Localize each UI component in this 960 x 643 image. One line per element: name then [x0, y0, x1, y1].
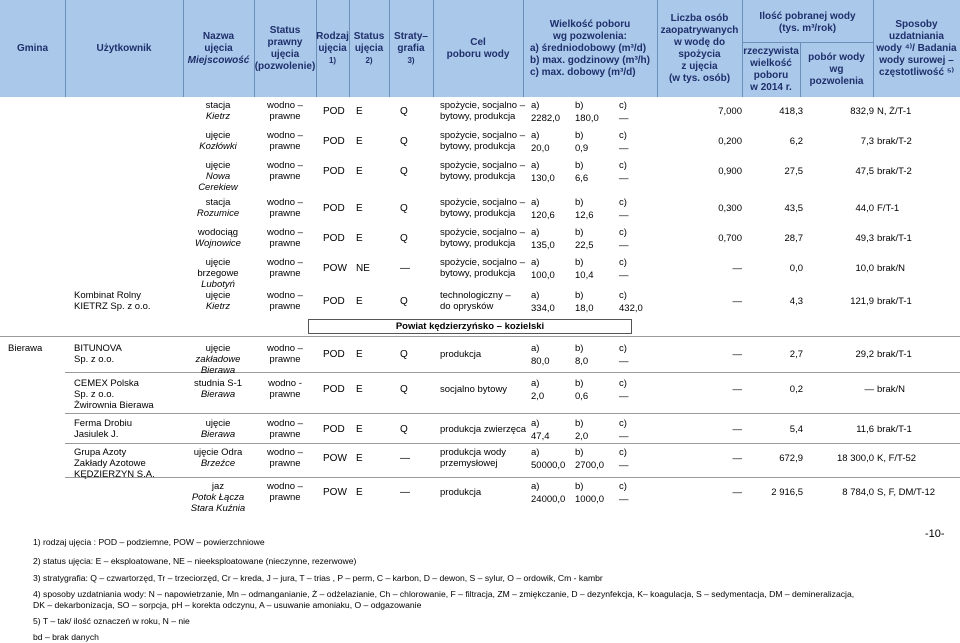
user-line: KIETRZ Sp. z o.o.: [74, 301, 151, 312]
label-a: a): [531, 290, 540, 301]
permitted-intake: 121,9: [850, 296, 874, 307]
footnote-5: 5) T – tak/ ilość oznaczeń w roku, N – nie: [33, 616, 190, 626]
treatment-method: brak/N: [877, 263, 905, 274]
footnote-1: 1) rodzaj ujęcia : POD – podziemne, POW – powierzchniowe: [33, 537, 265, 547]
actual-intake: 5,4: [789, 424, 803, 435]
intake-name-line: studnia S-1: [193, 378, 243, 389]
footnote-4: 4) sposoby uzdatniania wody: N – napowietrzanie, Mn – odmanganianie, Ż – odżelazianie, Ch – chlorowanie, F – filtracja, ZM – zmiękczanie, D – dezynfekcja, K– koagulacja, S – sedymentacja, DM – demineralizacja,: [33, 589, 855, 599]
label-b: b): [575, 418, 584, 429]
user-line: KĘDZIERZYN S.A.: [74, 469, 155, 480]
actual-intake: 672,9: [779, 453, 803, 464]
legal-status-line: wodno –: [267, 227, 303, 238]
legal-status-line: wodno –: [267, 290, 303, 301]
value-a: 334,0: [531, 303, 555, 314]
legal-status-line: prawne: [269, 238, 301, 249]
intake-status: E: [356, 349, 363, 360]
header-nazwa: Nazwa ujęcia Miejscowość: [187, 30, 250, 66]
label-c: c): [619, 130, 627, 141]
label-c: c): [619, 418, 627, 429]
legal-status-line: prawne: [269, 429, 301, 440]
value-c: 432,0: [619, 303, 643, 314]
intake-name-line: jaz: [211, 481, 225, 492]
permitted-intake: 44,0: [855, 203, 874, 214]
stratigraphy: Q: [400, 203, 408, 214]
purpose-line: produkcja wody: [440, 447, 507, 458]
purpose-line: bytowy, produkcja: [440, 208, 516, 219]
header-wielkosc: Wielkość poboru wg pozwolenia: a) średniodobowy (m³/d) b) max. godzinowy (m³/h) c) max. dobowy (m³/d): [530, 18, 650, 78]
purpose-line: technologiczny –: [440, 290, 511, 301]
treatment-method: brak/T-1: [877, 424, 912, 435]
intake-type: POD: [323, 166, 345, 177]
header-rodzaj: Rodzaj ujęcia 1): [316, 30, 349, 65]
actual-intake: 418,3: [779, 106, 803, 117]
stratigraphy: Q: [400, 136, 408, 147]
header-ilosc: Ilość pobranej wody (tys. m³/rok): [759, 11, 856, 34]
label-c: c): [619, 227, 627, 238]
value-c: —: [619, 270, 629, 281]
treatment-method: S, F, DM/T-12: [877, 487, 936, 498]
intake-type: POD: [323, 106, 345, 117]
table-header: [0, 0, 960, 97]
label-b: b): [575, 257, 584, 268]
people-supplied: 0,300: [718, 203, 742, 214]
legal-status-line: wodno –: [267, 447, 303, 458]
header-status: Status ujęcia 2): [353, 30, 385, 65]
actual-intake: 4,3: [789, 296, 803, 307]
intake-name-line: Stara Kuźnia: [190, 503, 246, 514]
value-c: —: [619, 173, 629, 184]
intake-type: POW: [323, 263, 347, 274]
intake-name-line: ujęcie: [205, 418, 231, 429]
page-number: -10-: [925, 528, 945, 540]
label-b: b): [575, 447, 584, 458]
label-c: c): [619, 100, 627, 111]
value-b: 12,6: [575, 210, 594, 221]
purpose-line: bytowy, produkcja: [440, 111, 516, 122]
stratigraphy: —: [400, 453, 410, 464]
user-line: Jasiulek J.: [74, 429, 119, 440]
treatment-method: N, Ż/T-1: [877, 106, 912, 117]
label-a: a): [531, 160, 540, 171]
value-a: 24000,0: [531, 494, 566, 505]
user-line: Zakłady Azotowe: [74, 458, 146, 469]
legal-status-line: prawne: [269, 208, 301, 219]
value-a: 2282,0: [531, 113, 561, 124]
people-supplied: —: [732, 453, 742, 464]
intake-name-line: ujęcie: [205, 257, 231, 268]
legal-status-line: prawne: [269, 458, 301, 469]
stratigraphy: —: [400, 263, 410, 274]
legal-status-line: prawne: [269, 301, 301, 312]
value-b: 18,0: [575, 303, 594, 314]
intake-status: E: [356, 487, 363, 498]
value-b: 8,0: [575, 356, 589, 367]
value-b: 10,4: [575, 270, 594, 281]
label-a: a): [531, 227, 540, 238]
actual-intake: 27,5: [784, 166, 803, 177]
intake-name-line: stacja: [205, 100, 231, 111]
legal-status-line: wodno –: [267, 481, 303, 492]
footnote-3: 3) stratygrafia: Q – czwartorzęd, Tr – trzeciorzęd, Cr – kreda, J – jura, T – trias , P – perm, C – karbon, D – dewon, S – sylur, O – ordowik, Cm - kambr: [33, 573, 603, 583]
purpose-line: produkcja: [440, 487, 482, 498]
purpose-line: bytowy, produkcja: [440, 238, 516, 249]
intake-name-line: Kozłówki: [199, 141, 237, 152]
label-b: b): [575, 130, 584, 141]
intake-status: E: [356, 166, 363, 177]
intake-status: E: [356, 453, 363, 464]
intake-status: E: [356, 424, 363, 435]
permitted-intake: 49,3: [855, 233, 874, 244]
intake-name-line: Bierawa: [200, 365, 236, 376]
permitted-intake: 18 300,0: [837, 453, 874, 464]
value-a: 50000,0: [531, 460, 566, 471]
value-b: 180,0: [575, 113, 599, 124]
actual-intake: 6,2: [789, 136, 803, 147]
intake-name-line: Brzeźce: [200, 458, 236, 469]
treatment-method: brak/N: [877, 384, 905, 395]
people-supplied: 0,200: [718, 136, 742, 147]
intake-status: E: [356, 296, 363, 307]
label-a: a): [531, 378, 540, 389]
stratigraphy: Q: [400, 233, 408, 244]
powiat-label: Powiat kędzierzyńsko – kozielski: [308, 319, 632, 334]
value-a: 120,6: [531, 210, 555, 221]
treatment-method: K, F/T-52: [877, 453, 917, 464]
header-status-prawny: Status prawny ujęcia (pozwolenie): [254, 24, 316, 72]
value-a: 20,0: [531, 143, 550, 154]
intake-status: E: [356, 233, 363, 244]
treatment-method: brak/T-2: [877, 136, 912, 147]
people-supplied: 7,000: [718, 106, 742, 117]
stratigraphy: Q: [400, 424, 408, 435]
label-b: b): [575, 197, 584, 208]
value-c: —: [619, 431, 629, 442]
intake-name-line: wodociąg: [197, 227, 239, 238]
header-pobor: pobór wody wg pozwolenia: [808, 51, 865, 87]
permitted-intake: 832,9: [850, 106, 874, 117]
header-liczba: Liczba osób zaopatrywanych w wodę do spożycia z ujęcia (w tys. osób): [660, 12, 739, 84]
value-a: 80,0: [531, 356, 550, 367]
actual-intake: 2 916,5: [771, 487, 803, 498]
intake-name-line: ujęcie: [205, 160, 231, 171]
people-supplied: —: [732, 349, 742, 360]
permitted-intake: 47,5: [855, 166, 874, 177]
intake-name-line: Bierawa: [200, 429, 236, 440]
people-supplied: 0,700: [718, 233, 742, 244]
value-c: —: [619, 113, 629, 124]
intake-type: POD: [323, 424, 345, 435]
intake-type: POD: [323, 384, 345, 395]
intake-status: E: [356, 203, 363, 214]
purpose-line: spożycie, socjalno –: [440, 227, 526, 238]
header-cel: Cel poboru wody: [446, 36, 510, 60]
purpose-line: przemysłowej: [440, 458, 498, 469]
header-stratygrafia: Straty– grafia 3): [394, 30, 428, 65]
legal-status-line: prawne: [269, 354, 301, 365]
label-a: a): [531, 481, 540, 492]
actual-intake: 0,2: [789, 384, 803, 395]
stratigraphy: Q: [400, 166, 408, 177]
value-c: —: [619, 494, 629, 505]
label-c: c): [619, 447, 627, 458]
intake-name-line: Potok Łącza: [191, 492, 245, 503]
stratigraphy: Q: [400, 106, 408, 117]
label-b: b): [575, 378, 584, 389]
value-a: 2,0: [531, 391, 545, 402]
value-c: —: [619, 240, 629, 251]
permitted-intake: 29,2: [855, 349, 874, 360]
purpose-line: produkcja: [440, 349, 482, 360]
legal-status-line: prawne: [269, 268, 301, 279]
treatment-method: brak/T-1: [877, 233, 912, 244]
label-c: c): [619, 257, 627, 268]
label-a: a): [531, 343, 540, 354]
intake-type: POW: [323, 487, 347, 498]
label-c: c): [619, 160, 627, 171]
user-line: Grupa Azoty: [74, 447, 127, 458]
value-a: 100,0: [531, 270, 555, 281]
legal-status-line: prawne: [269, 171, 301, 182]
intake-name-line: Kietrz: [205, 301, 231, 312]
intake-name-line: Lubotyń: [201, 279, 235, 290]
label-c: c): [619, 378, 627, 389]
row-divider: [65, 413, 960, 414]
footnote-2: 2) status ujęcia: E – eksploatowane, NE – nieeksploatowane (nieczynne, rezerwowe): [33, 556, 357, 566]
intake-type: POD: [323, 233, 345, 244]
purpose-line: produkcja zwierzęca: [440, 424, 527, 435]
value-b: 1000,0: [575, 494, 605, 505]
intake-type: POD: [323, 349, 345, 360]
value-b: 22,5: [575, 240, 594, 251]
intake-type: POD: [323, 296, 345, 307]
user-line: Ferma Drobiu: [74, 418, 133, 429]
treatment-method: brak/T-2: [877, 166, 912, 177]
value-a: 47,4: [531, 431, 550, 442]
value-b: 2700,0: [575, 460, 605, 471]
actual-intake: 2,7: [789, 349, 803, 360]
header-sposoby: Sposoby uzdatniania wody ⁴⁾/ Badania wody surowej – częstotliwość ⁵⁾: [876, 18, 957, 78]
treatment-method: brak/T-1: [877, 296, 912, 307]
intake-name-line: ujęcie: [205, 290, 231, 301]
treatment-method: F/T-1: [877, 203, 900, 214]
value-b: 0,9: [575, 143, 589, 154]
people-supplied: —: [732, 263, 742, 274]
purpose-line: bytowy, produkcja: [440, 171, 516, 182]
label-a: a): [531, 100, 540, 111]
purpose-line: socjalno bytowy: [440, 384, 508, 395]
purpose-line: do oprysków: [440, 301, 494, 312]
treatment-method: brak/T-1: [877, 349, 912, 360]
permitted-intake: 10,0: [855, 263, 874, 274]
label-c: c): [619, 343, 627, 354]
user-line: Żwirownia Bierawa: [74, 400, 154, 411]
purpose-line: spożycie, socjalno –: [440, 257, 526, 268]
legal-status-line: prawne: [269, 389, 301, 400]
legal-status-line: wodno –: [267, 160, 303, 171]
label-a: a): [531, 447, 540, 458]
intake-type: POD: [323, 203, 345, 214]
row-divider: [65, 443, 960, 444]
footnote-bd: bd – brak danych: [33, 632, 99, 642]
value-c: —: [619, 460, 629, 471]
user-line: Kombinat Rolny: [74, 290, 142, 301]
label-c: c): [619, 290, 627, 301]
actual-intake: 43,5: [784, 203, 803, 214]
label-c: c): [619, 481, 627, 492]
value-c: —: [619, 143, 629, 154]
intake-name-line: Wojnowice: [195, 238, 241, 249]
label-b: b): [575, 100, 584, 111]
legal-status-line: prawne: [269, 111, 301, 122]
user-line: Sp. z o.o.: [74, 354, 115, 365]
purpose-line: spożycie, socjalno –: [440, 100, 526, 111]
label-b: b): [575, 227, 584, 238]
intake-name-line: zakładowe: [195, 354, 241, 365]
intake-status: E: [356, 106, 363, 117]
intake-name-line: Nowa: [205, 171, 231, 182]
value-b: 6,6: [575, 173, 589, 184]
legal-status-line: wodno –: [267, 130, 303, 141]
user-line: BITUNOVA: [74, 343, 122, 354]
row-divider: [65, 477, 960, 478]
value-c: —: [619, 391, 629, 402]
intake-type: POW: [323, 453, 347, 464]
permitted-intake: 11,6: [856, 424, 874, 435]
actual-intake: 0,0: [789, 263, 803, 274]
legal-status-line: wodno -: [268, 378, 302, 389]
intake-status: NE: [356, 263, 370, 274]
value-b: 0,6: [575, 391, 589, 402]
intake-name-line: brzegowe: [197, 268, 239, 279]
legal-status-line: prawne: [269, 492, 301, 503]
permitted-intake: 7,3: [860, 136, 874, 147]
stratigraphy: Q: [400, 296, 408, 307]
section-divider: [0, 336, 960, 337]
label-a: a): [531, 130, 540, 141]
purpose-line: spożycie, socjalno –: [440, 130, 526, 141]
legal-status-line: wodno –: [267, 100, 303, 111]
legal-status-line: wodno –: [267, 257, 303, 268]
purpose-line: bytowy, produkcja: [440, 141, 516, 152]
header-gmina: Gmina: [16, 42, 49, 54]
stratigraphy: —: [400, 487, 410, 498]
intake-name-line: Rozumice: [196, 208, 240, 219]
legal-status-line: prawne: [269, 141, 301, 152]
intake-name-line: ujęcie: [205, 343, 231, 354]
permitted-intake: 8 784,0: [842, 487, 874, 498]
header-uzytkownik: Użytkownik: [96, 42, 152, 54]
legal-status-line: wodno –: [267, 343, 303, 354]
label-b: b): [575, 481, 584, 492]
label-a: a): [531, 418, 540, 429]
intake-name-line: ujęcie: [205, 130, 231, 141]
intake-name-line: Bierawa: [200, 389, 236, 400]
intake-type: POD: [323, 136, 345, 147]
people-supplied: —: [732, 384, 742, 395]
purpose-line: spożycie, socjalno –: [440, 160, 526, 171]
label-a: a): [531, 257, 540, 268]
label-b: b): [575, 160, 584, 171]
stratigraphy: Q: [400, 349, 408, 360]
people-supplied: —: [732, 424, 742, 435]
intake-name-line: Cerekiew: [198, 182, 238, 193]
intake-name-line: ujęcie Odra: [193, 447, 243, 458]
footnote-4-cont: DK – dekarbonizacja, SO – sorpcja, pH – korekta odczynu, A – usuwanie amoniaku, O – odgazowanie: [33, 600, 422, 610]
value-c: —: [619, 210, 629, 221]
intake-status: E: [356, 136, 363, 147]
value-b: 2,0: [575, 431, 589, 442]
label-b: b): [575, 290, 584, 301]
legal-status-line: wodno –: [267, 197, 303, 208]
label-a: a): [531, 197, 540, 208]
legal-status-line: wodno –: [267, 418, 303, 429]
actual-intake: 28,7: [784, 233, 803, 244]
header-rzeczywista: rzeczywista wielkość poboru w 2014 r.: [743, 45, 799, 93]
intake-name-line: stacja: [205, 197, 231, 208]
purpose-line: bytowy, produkcja: [440, 268, 516, 279]
people-supplied: —: [732, 487, 742, 498]
purpose-line: spożycie, socjalno –: [440, 197, 526, 208]
label-b: b): [575, 343, 584, 354]
user-line: Sp. z o.o.: [74, 389, 115, 400]
label-c: c): [619, 197, 627, 208]
permitted-intake: —: [864, 384, 874, 395]
intake-status: E: [356, 384, 363, 395]
user-line: CEMEX Polska: [74, 378, 139, 389]
intake-name-line: Kietrz: [205, 111, 231, 122]
value-a: 130,0: [531, 173, 555, 184]
value-c: —: [619, 356, 629, 367]
value-a: 135,0: [531, 240, 555, 251]
stratigraphy: Q: [400, 384, 408, 395]
people-supplied: —: [732, 296, 742, 307]
gmina-cell: Bierawa: [8, 343, 43, 354]
people-supplied: 0,900: [718, 166, 742, 177]
